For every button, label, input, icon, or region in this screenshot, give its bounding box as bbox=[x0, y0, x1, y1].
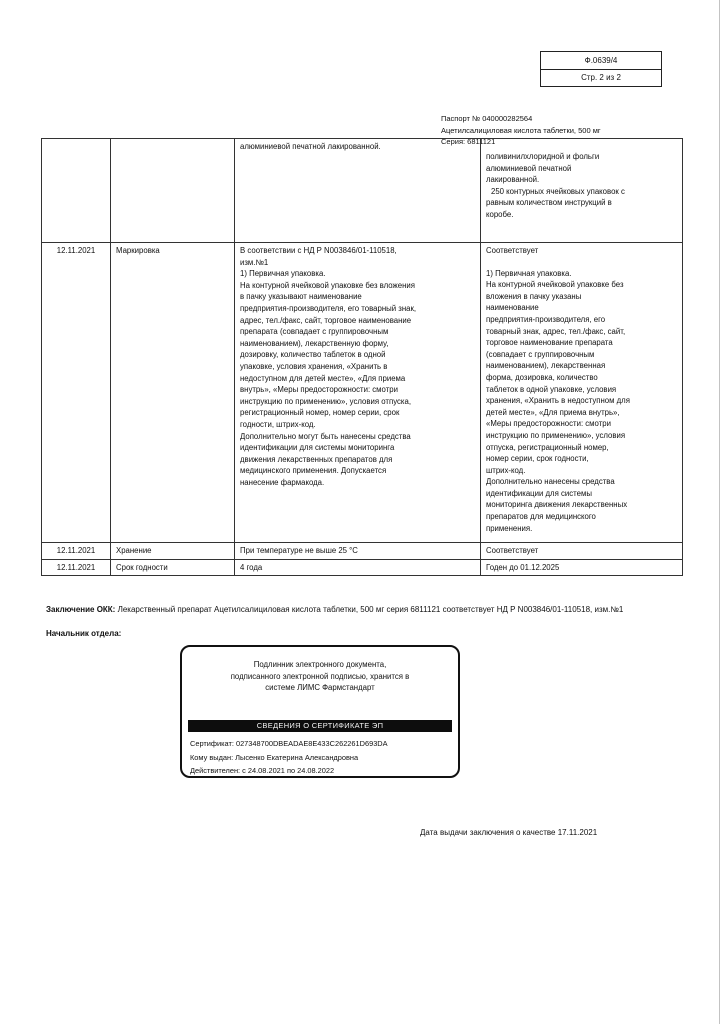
table-cell-date: 12.11.2021 bbox=[42, 243, 111, 543]
spec-line: В соответствии с НД Р N003846/01-110518, bbox=[240, 246, 397, 255]
passport-series: Серия: 6811121 bbox=[441, 137, 496, 146]
table-cell-date: 12.11.2021 bbox=[42, 543, 111, 560]
table-cell-date bbox=[42, 139, 111, 243]
spec-line: Дополнительно могут быть нанесены средства bbox=[240, 431, 411, 441]
spec-line: в пачку указывают наименование bbox=[240, 292, 362, 302]
result-line: наименованием), лекарственная bbox=[486, 361, 606, 371]
result-line: 1) Первичная упаковка. bbox=[486, 268, 572, 278]
stamp-header bbox=[182, 659, 458, 694]
result-head: Соответствует bbox=[486, 246, 539, 255]
conclusion-text: Лекарственный препарат Ацетилсалициловая кислота таблетки, 500 мг серия 6811121 соответствует НД Р N003846/01-110518, изм.№1 bbox=[117, 605, 624, 614]
result-line: препаратов для медицинского bbox=[486, 512, 596, 522]
table-cell-name: Маркировка bbox=[111, 243, 235, 543]
spec-line: изм.№1 bbox=[240, 257, 269, 267]
table-cell-spec bbox=[235, 243, 481, 543]
result-line: номер серии, срок годности, bbox=[486, 454, 589, 464]
result-line: таблеток в одной упаковке, условия bbox=[486, 384, 617, 394]
stamp-issued-to: Кому выдан: Лысенко Екатерина Александровна bbox=[190, 753, 359, 762]
spec-line: предприятия-производителя, его товарный знак, bbox=[240, 303, 417, 313]
result-line: детей месте», «Для приема внутрь», bbox=[486, 407, 620, 417]
table-row-marking bbox=[42, 243, 683, 543]
passport-number: Паспорт № 040000282564 bbox=[441, 114, 533, 123]
result-line: отпуска, регистрационный номер, bbox=[486, 442, 609, 452]
result-line: коробе. bbox=[486, 209, 514, 219]
result-line: наименование bbox=[486, 303, 539, 313]
form-code: Ф.0639/4 bbox=[584, 55, 618, 65]
page-number: Стр. 2 из 2 bbox=[541, 69, 661, 87]
table-cell-name: Срок годности bbox=[111, 559, 235, 576]
stamp-header-line: подписанного электронной подписью, хранится в bbox=[230, 671, 410, 681]
quality-table bbox=[41, 138, 683, 576]
spec-text: алюминиевой печатной лакированной. bbox=[240, 142, 381, 151]
stamp-header-line: Подлинник электронного документа, bbox=[253, 660, 387, 669]
stamp-valid: Действителен: с 24.08.2021 по 24.08.2022 bbox=[190, 766, 335, 775]
spec-line: медицинского применения. Допускается bbox=[240, 466, 387, 476]
table-cell-result bbox=[481, 139, 683, 243]
result-line: (совпадает с группировочным bbox=[486, 349, 595, 359]
chief-label: Начальник отдела: bbox=[46, 629, 122, 638]
stamp-certificate-bar: СВЕДЕНИЯ О СЕРТИФИКАТЕ ЭП bbox=[188, 720, 452, 732]
table-row-continued bbox=[42, 139, 683, 243]
spec-line: нанесение фармакода. bbox=[240, 477, 325, 487]
spec-line: 1) Первичная упаковка. bbox=[240, 269, 326, 279]
spec-line: идентификации для системы мониторинга bbox=[240, 443, 395, 453]
result-line: лакированной. bbox=[486, 175, 540, 185]
table-cell-spec: При температуре не выше 25 °С bbox=[235, 543, 481, 560]
stamp-certificate: Сертификат: 027348700DBEADAE8E433C262261D693DA bbox=[190, 739, 388, 748]
table-cell-result: Соответствует bbox=[481, 543, 683, 560]
result-line: торговое наименование препарата bbox=[486, 338, 613, 348]
spec-line: внутрь», «Меры предосторожности: смотри bbox=[240, 385, 398, 395]
conclusion-label: Заключение ОКК: bbox=[46, 605, 116, 614]
result-line: мониторинга движения лекарственных bbox=[486, 500, 628, 510]
spec-line: препарата (совпадает с группировочным bbox=[240, 327, 389, 337]
e-signature-stamp bbox=[180, 645, 460, 778]
spec-line: упаковке, условия хранения, «Хранить в bbox=[240, 361, 388, 371]
spec-line: движения лекарственных препаратов для bbox=[240, 454, 393, 464]
conclusion-block bbox=[46, 604, 646, 617]
table-cell-spec bbox=[235, 139, 481, 243]
table-cell-name bbox=[111, 139, 235, 243]
table-row-shelf-life bbox=[42, 559, 683, 576]
result-line: равным количеством инструкций в bbox=[486, 198, 612, 208]
scan-edge-line bbox=[719, 0, 720, 1024]
result-line: вложения в пачку указаны bbox=[486, 291, 582, 301]
passport-product: Ацетилсалициловая кислота таблетки, 500 мг bbox=[441, 125, 601, 135]
result-line: На контурной ячейковой упаковке без bbox=[486, 280, 624, 290]
result-line: предприятия-производителя, его bbox=[486, 314, 606, 324]
spec-line: инструкцию по применению», условия отпуска, bbox=[240, 396, 411, 406]
issue-date: Дата выдачи заключения о качестве 17.11.2021 bbox=[420, 828, 598, 837]
result-line: штрих-код. bbox=[486, 465, 526, 475]
table-cell-result: Годен до 01.12.2025 bbox=[481, 559, 683, 576]
table-cell-name: Хранение bbox=[111, 543, 235, 560]
result-line: алюминиевой печатной bbox=[486, 163, 572, 173]
form-code-box bbox=[540, 51, 662, 87]
result-line: форма, дозировка, количество bbox=[486, 372, 598, 382]
spec-line: недоступном для детей месте», «Для приема bbox=[240, 373, 406, 383]
spec-line: дозировку, количество таблеток в одной bbox=[240, 350, 386, 360]
result-line: «Меры предосторожности: смотри bbox=[486, 419, 611, 429]
result-line: Дополнительно нанесены средства bbox=[486, 477, 615, 487]
result-line: хранения, «Хранить в недоступном для bbox=[486, 396, 630, 406]
spec-line: годности, штрих-код. bbox=[240, 419, 316, 429]
table-row-storage bbox=[42, 543, 683, 560]
spec-line: На контурной ячейковой упаковке без вложения bbox=[240, 280, 415, 290]
result-line: 250 контурных ячейковых упаковок с bbox=[491, 186, 625, 196]
spec-line: наименованием), лекарственную форму, bbox=[240, 338, 389, 348]
result-line: поливинилхлоридной и фольги bbox=[486, 152, 600, 161]
result-line: применения. bbox=[486, 523, 533, 533]
stamp-header-line: системе ЛИМС Фармстандарт bbox=[265, 683, 375, 692]
table-cell-spec: 4 года bbox=[235, 559, 481, 576]
spec-line: регистрационный номер, номер серии, срок bbox=[240, 408, 400, 418]
table-cell-date: 12.11.2021 bbox=[42, 559, 111, 576]
result-line: товарный знак, адрес, тел./факс, сайт, bbox=[486, 326, 626, 336]
result-line: идентификации для системы bbox=[486, 488, 592, 498]
spec-line: адрес, тел./факс, сайт, торговое наименование bbox=[240, 315, 412, 325]
result-line: инструкцию по применению», условия bbox=[486, 430, 626, 440]
table-cell-result bbox=[481, 243, 683, 543]
